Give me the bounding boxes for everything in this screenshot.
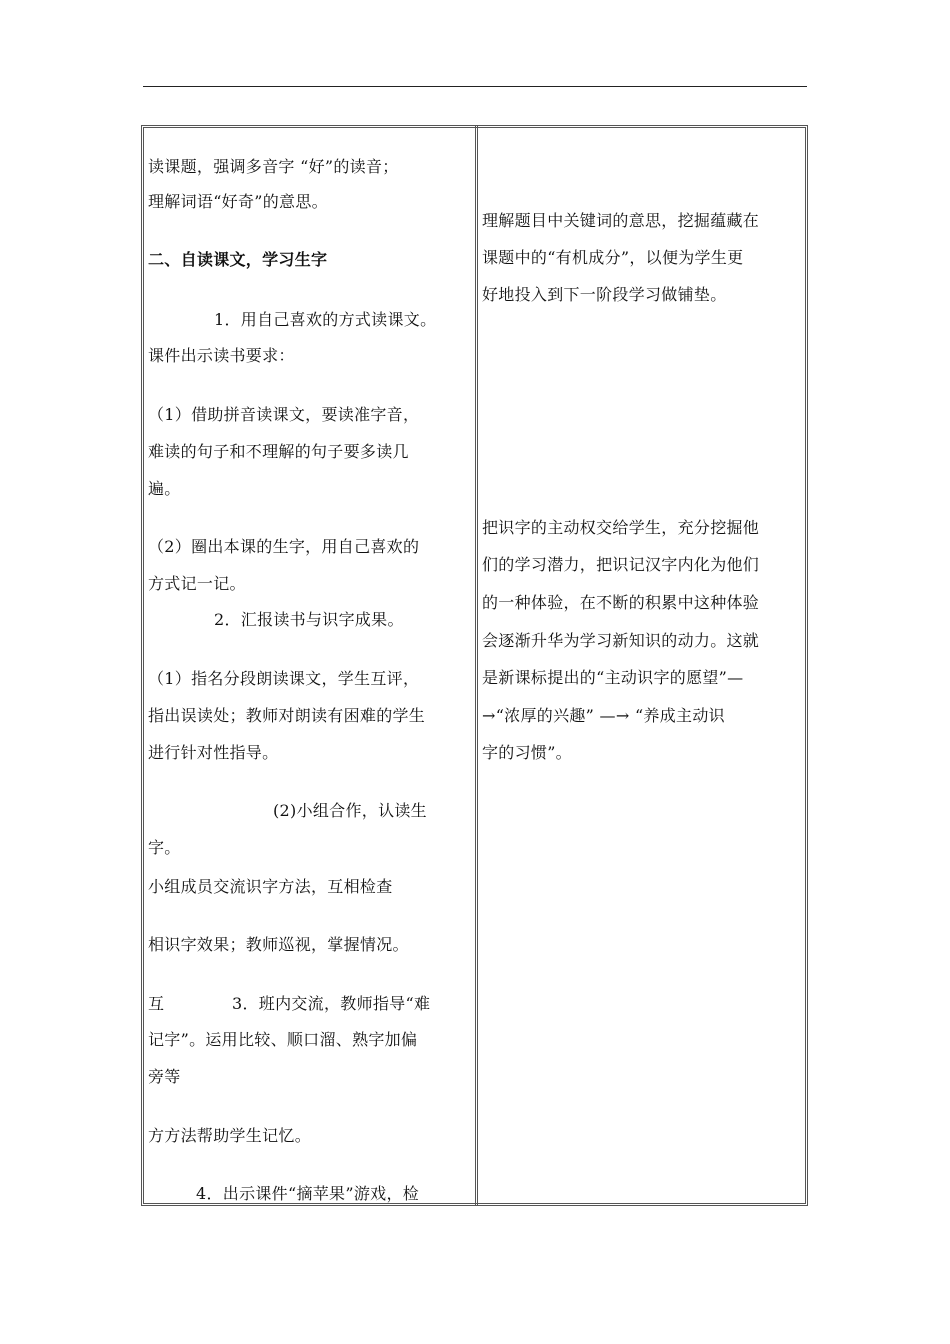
section-heading: 二、自读课文，学习生字 <box>148 250 328 269</box>
left-line: 字。 <box>148 838 181 857</box>
left-line: 3．班内交流，教师指导“难 <box>232 994 431 1013</box>
left-line: 互 <box>148 994 165 1013</box>
left-line: 2．汇报读书与识字成果。 <box>214 610 404 629</box>
left-line: （1）借助拼音读课文，要读准字音， <box>148 405 420 424</box>
column-divider <box>475 125 478 1206</box>
right-line: 把识字的主动权交给学生，充分挖掘他 <box>482 518 760 537</box>
right-line: 字的习惯”。 <box>482 743 572 762</box>
right-line: 会逐渐升华为学习新知识的动力。这就 <box>482 631 760 650</box>
left-line: 指出误读处；教师对朗读有困难的学生 <box>148 706 426 725</box>
left-line: （1）指名分段朗读课文，学生互评， <box>148 669 420 688</box>
right-line: 理解题目中关键词的意思，挖掘蕴藏在 <box>482 211 760 230</box>
header-rule <box>143 86 807 87</box>
left-line: 遍。 <box>148 479 181 498</box>
left-line: (2)小组合作，认读生 <box>273 801 427 820</box>
left-line: 理解词语“好奇”的意思。 <box>148 192 328 211</box>
right-line: →“浓厚的兴趣” —→ “养成主动识 <box>482 706 725 725</box>
left-line: 方式记一记。 <box>148 574 246 593</box>
left-line: 4．出示课件“摘苹果”游戏，检 <box>196 1184 420 1203</box>
right-line: 们的学习潜力，把识记汉字内化为他们 <box>482 555 760 574</box>
left-line: 方方法帮助学生记忆。 <box>148 1126 312 1145</box>
left-line: 进行针对性指导。 <box>148 743 279 762</box>
left-line: 小组成员交流识字方法，互相检查 <box>148 877 393 896</box>
left-line: （2）圈出本课的生字，用自己喜欢的 <box>148 537 420 556</box>
left-line: 课件出示读书要求： <box>148 346 295 365</box>
right-line: 课题中的“有机成分”，以便为学生更 <box>482 248 744 267</box>
left-line: 难读的句子和不理解的句子要多读几 <box>148 442 409 461</box>
lesson-plan-table <box>141 125 808 1206</box>
left-line: 读课题，强调多音字 “好”的读音； <box>148 157 399 176</box>
left-line: 记字”。运用比较、顺口溜、熟字加偏 <box>148 1030 418 1049</box>
left-line: 1．用自己喜欢的方式读课文。 <box>214 310 437 329</box>
right-line: 是新课标提出的“主动识字的愿望”— <box>482 668 744 687</box>
right-line: 好地投入到下一阶段学习做铺垫。 <box>482 285 727 304</box>
right-line: 的一种体验，在不断的积累中这种体验 <box>482 593 760 612</box>
left-line: 相识字效果；教师巡视，掌握情况。 <box>148 935 409 954</box>
left-line: 旁等 <box>148 1067 181 1086</box>
